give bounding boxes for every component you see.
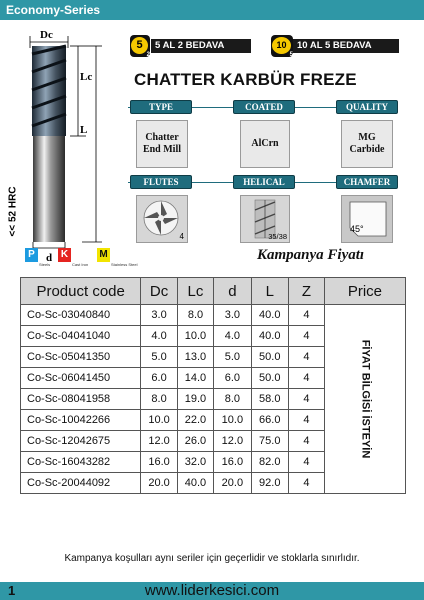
- cell-lc: 26.0: [177, 431, 213, 452]
- material-m-badge: M: [97, 248, 110, 262]
- website-link[interactable]: www.liderkesici.com: [144, 582, 280, 599]
- promo-text-10-al-5: 10 AL 5 BEDAVA: [293, 39, 399, 53]
- header-lc: Lc: [177, 278, 213, 305]
- cell-z: 4: [288, 431, 324, 452]
- quality-value-line2: Carbide: [349, 144, 385, 155]
- cell-l: 50.0: [251, 368, 288, 389]
- header-dc: Dc: [141, 278, 177, 305]
- material-m-label: Stainless Steel: [111, 262, 138, 267]
- promo-badge-10-5: [271, 35, 293, 57]
- flutes-header: FLUTES: [130, 175, 192, 189]
- coated-value: [240, 120, 290, 168]
- cell-l: 75.0: [251, 431, 288, 452]
- series-header: Economy-Series: [0, 0, 424, 20]
- cell-product-code: Co-Sc-03040840: [21, 305, 141, 326]
- l-label: L: [80, 124, 88, 136]
- cell-d: 5.0: [214, 347, 251, 368]
- cell-dc: 6.0: [141, 368, 177, 389]
- cell-z: 4: [288, 368, 324, 389]
- cell-d: 6.0: [214, 368, 251, 389]
- footnote: Kampanya koşulları aynı seriler için geçerlidir ve stoklarla sınırlıdır.: [64, 553, 360, 564]
- cell-product-code: Co-Sc-12042675: [21, 431, 141, 452]
- type-value-line1: Chatter: [145, 132, 179, 143]
- cell-product-code: Co-Sc-04041040: [21, 326, 141, 347]
- price-note: FİYAT BİLGİSİ İSTEYİN: [358, 339, 371, 459]
- cell-z: 4: [288, 473, 324, 494]
- cell-l: 92.0: [251, 473, 288, 494]
- helical-image: [240, 195, 290, 243]
- cell-dc: 16.0: [141, 452, 177, 473]
- lc-label: Lc: [80, 71, 93, 83]
- cell-lc: 22.0: [177, 410, 213, 431]
- promo-small-number: 2: [146, 52, 150, 58]
- cell-d: 10.0: [214, 410, 251, 431]
- table-header-row: [21, 278, 406, 305]
- material-k-badge: K: [58, 248, 71, 262]
- header-product-code: Product code: [21, 278, 141, 305]
- coated-header: COATED: [233, 100, 295, 114]
- flutes-image: [136, 195, 188, 243]
- cell-d: 8.0: [214, 389, 251, 410]
- product-table: [20, 277, 406, 494]
- cell-z: 4: [288, 326, 324, 347]
- end-mill-drawing: [0, 24, 130, 256]
- cell-z: 4: [288, 389, 324, 410]
- material-k-label: Cast Iron: [72, 262, 89, 267]
- price-cell: [324, 305, 405, 494]
- cell-dc: 12.0: [141, 431, 177, 452]
- cell-l: 82.0: [251, 452, 288, 473]
- cell-lc: 14.0: [177, 368, 213, 389]
- type-value: [136, 120, 188, 168]
- type-value-line2: End Mill: [142, 144, 182, 155]
- header-z: Z: [288, 278, 324, 305]
- hrc-label: << 52 HRC: [7, 186, 19, 237]
- promo-big-number: 5: [131, 37, 148, 54]
- cell-dc: 8.0: [141, 389, 177, 410]
- type-header: TYPE: [130, 100, 192, 114]
- cell-lc: 13.0: [177, 347, 213, 368]
- material-p-badge: P: [25, 248, 38, 262]
- chamfer-icon: [342, 196, 392, 242]
- table-row: [21, 305, 406, 326]
- cell-product-code: Co-Sc-20044092: [21, 473, 141, 494]
- d-label: d: [46, 252, 53, 264]
- chamfer-value: 45°: [350, 224, 364, 234]
- cell-l: 40.0: [251, 326, 288, 347]
- cell-lc: 19.0: [177, 389, 213, 410]
- cell-lc: 8.0: [177, 305, 213, 326]
- helical-header: HELICAL: [233, 175, 295, 189]
- cell-z: 4: [288, 410, 324, 431]
- flutes-value: 4: [179, 232, 184, 241]
- cell-product-code: Co-Sc-08041958: [21, 389, 141, 410]
- cell-z: 4: [288, 452, 324, 473]
- cell-l: 58.0: [251, 389, 288, 410]
- cell-product-code: Co-Sc-10042266: [21, 410, 141, 431]
- quality-header: QUALITY: [336, 100, 398, 114]
- cell-d: 4.0: [214, 326, 251, 347]
- campaign-price-heading: Kampanya Fiyatı: [257, 247, 365, 263]
- cell-dc: 5.0: [141, 347, 177, 368]
- cell-d: 3.0: [214, 305, 251, 326]
- helical-value: 35/38: [268, 232, 287, 241]
- cell-lc: 40.0: [177, 473, 213, 494]
- cell-lc: 32.0: [177, 452, 213, 473]
- cell-d: 12.0: [214, 431, 251, 452]
- quality-value-line1: MG: [358, 132, 376, 143]
- cell-product-code: Co-Sc-06041450: [21, 368, 141, 389]
- coated-value-text: AlCrn: [251, 138, 279, 149]
- quality-value: [341, 120, 393, 168]
- cell-l: 66.0: [251, 410, 288, 431]
- chamfer-image: [341, 195, 393, 243]
- header-l: L: [251, 278, 288, 305]
- cell-product-code: Co-Sc-16043282: [21, 452, 141, 473]
- product-title: CHATTER KARBÜR FREZE: [134, 70, 357, 89]
- material-p-label: Steels: [39, 262, 51, 267]
- cell-lc: 10.0: [177, 326, 213, 347]
- cell-d: 16.0: [214, 452, 251, 473]
- cell-dc: 4.0: [141, 326, 177, 347]
- cell-dc: 10.0: [141, 410, 177, 431]
- cell-product-code: Co-Sc-05041350: [21, 347, 141, 368]
- cell-z: 4: [288, 305, 324, 326]
- promo-big-number: 10: [272, 37, 291, 54]
- chamfer-header: CHAMFER: [336, 175, 398, 189]
- cell-l: 50.0: [251, 347, 288, 368]
- cell-d: 20.0: [214, 473, 251, 494]
- cell-dc: 20.0: [141, 473, 177, 494]
- header-d: d: [214, 278, 251, 305]
- dc-label: Dc: [40, 29, 53, 41]
- header-price: Price: [324, 278, 405, 305]
- promo-badge-5-2: [130, 35, 150, 57]
- page-number: 1: [8, 583, 16, 598]
- promo-text-5-al-2: 5 AL 2 BEDAVA: [151, 39, 251, 53]
- cell-l: 40.0: [251, 305, 288, 326]
- promo-small-number: 5: [289, 52, 293, 58]
- cell-z: 4: [288, 347, 324, 368]
- cell-dc: 3.0: [141, 305, 177, 326]
